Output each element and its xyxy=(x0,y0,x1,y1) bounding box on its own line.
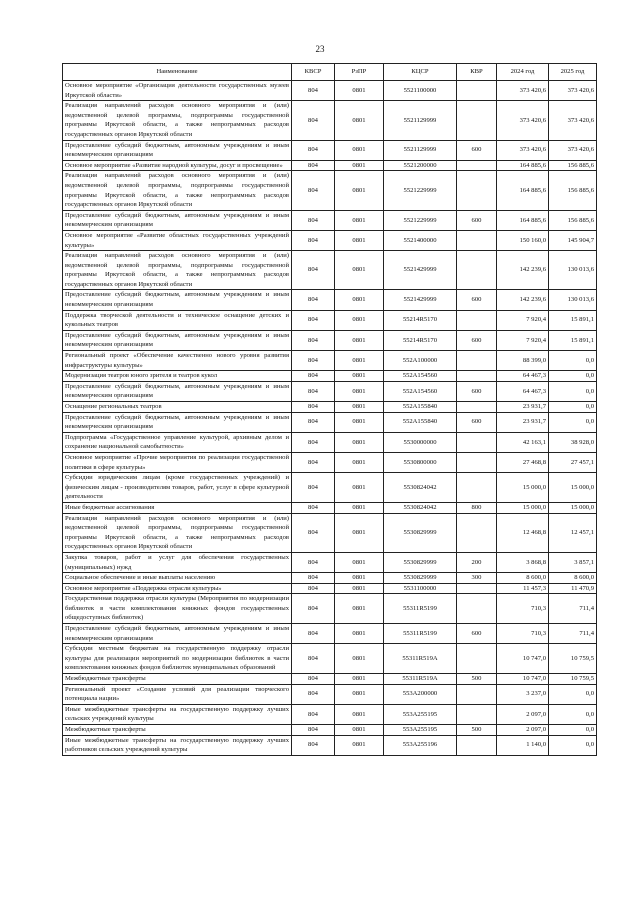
cell-2024: 3 868,8 xyxy=(497,552,549,572)
cell-rzpr: 0801 xyxy=(335,330,384,350)
cell-rzpr: 0801 xyxy=(335,552,384,572)
cell-kvsr: 804 xyxy=(292,432,335,452)
cell-kvsr: 804 xyxy=(292,371,335,382)
cell-2025: 156 885,6 xyxy=(549,210,597,230)
cell-2025: 145 904,7 xyxy=(549,230,597,250)
table-row xyxy=(63,351,597,371)
cell-2024: 3 237,0 xyxy=(497,684,549,704)
cell-kcsr: 55214R5170 xyxy=(384,310,457,330)
cell-2024: 1 140,0 xyxy=(497,735,549,755)
cell-kvsr: 804 xyxy=(292,381,335,401)
cell-2024: 8 600,0 xyxy=(497,573,549,584)
cell-kvr xyxy=(457,81,497,101)
cell-kvsr: 804 xyxy=(292,140,335,160)
header-kvr: КВР xyxy=(457,64,497,81)
table-row xyxy=(63,473,597,503)
cell-2024: 142 239,6 xyxy=(497,290,549,310)
cell-2025: 373 420,6 xyxy=(549,140,597,160)
budget-table xyxy=(62,63,597,756)
table-row xyxy=(63,310,597,330)
cell-2024: 373 420,6 xyxy=(497,81,549,101)
cell-2025: 156 885,6 xyxy=(549,171,597,210)
cell-2024: 2 097,0 xyxy=(497,704,549,724)
cell-rzpr: 0801 xyxy=(335,412,384,432)
cell-rzpr: 0801 xyxy=(335,101,384,140)
cell-rzpr: 0801 xyxy=(335,644,384,674)
cell-2024: 7 920,4 xyxy=(497,330,549,350)
cell-2025: 0,0 xyxy=(549,725,597,736)
cell-kvr: 600 xyxy=(457,624,497,644)
cell-kvr: 600 xyxy=(457,330,497,350)
cell-name: Региональный проект «Создание условий для реализации творческого потенциала нации» xyxy=(63,684,292,704)
cell-2025: 711,4 xyxy=(549,594,597,624)
cell-kcsr: 5521229999 xyxy=(384,171,457,210)
table-row xyxy=(63,381,597,401)
cell-2025: 15 000,0 xyxy=(549,502,597,513)
cell-rzpr: 0801 xyxy=(335,594,384,624)
table-row xyxy=(63,452,597,472)
header-2025: 2025 год xyxy=(549,64,597,81)
cell-kvr xyxy=(457,402,497,413)
cell-rzpr: 0801 xyxy=(335,513,384,552)
cell-2025: 15 891,1 xyxy=(549,330,597,350)
cell-name: Предоставление субсидий бюджетным, автономным учреждениям и иным некоммерческим организациям xyxy=(63,412,292,432)
cell-rzpr: 0801 xyxy=(335,684,384,704)
cell-kvsr: 804 xyxy=(292,583,335,594)
cell-kvsr: 804 xyxy=(292,251,335,290)
cell-2025: 711,4 xyxy=(549,624,597,644)
cell-name: Предоставление субсидий бюджетным, автономным учреждениям и иным некоммерческим организациям xyxy=(63,140,292,160)
cell-kvr xyxy=(457,351,497,371)
cell-kvr xyxy=(457,160,497,171)
cell-kvsr: 804 xyxy=(292,704,335,724)
cell-2025: 156 885,6 xyxy=(549,160,597,171)
cell-2025: 0,0 xyxy=(549,402,597,413)
cell-rzpr: 0801 xyxy=(335,432,384,452)
cell-2024: 710,3 xyxy=(497,624,549,644)
header-2024: 2024 год xyxy=(497,64,549,81)
cell-kvr: 500 xyxy=(457,674,497,685)
cell-name: Реализация направлений расходов основного мероприятия и (или) ведомственной целевой программы, подпрограммы государственной программы Иркутской области, а также непрограммных расходов государственных органов Иркутской области xyxy=(63,101,292,140)
cell-rzpr: 0801 xyxy=(335,81,384,101)
cell-rzpr: 0801 xyxy=(335,210,384,230)
table-row xyxy=(63,624,597,644)
cell-2024: 64 467,3 xyxy=(497,371,549,382)
cell-name: Предоставление субсидий бюджетным, автономным учреждениям и иным некоммерческим организациям xyxy=(63,290,292,310)
cell-rzpr: 0801 xyxy=(335,371,384,382)
cell-kvsr: 804 xyxy=(292,502,335,513)
cell-name: Основное мероприятие «Организация деятельности государственных музеев Иркутской области» xyxy=(63,81,292,101)
cell-kcsr: 5521429999 xyxy=(384,290,457,310)
cell-name: Межбюджетные трансферты xyxy=(63,674,292,685)
cell-rzpr: 0801 xyxy=(335,381,384,401)
cell-name: Закупка товаров, работ и услуг для обеспечения государственных (муниципальных) нужд xyxy=(63,552,292,572)
cell-kvr xyxy=(457,310,497,330)
cell-kcsr: 553A200000 xyxy=(384,684,457,704)
cell-name: Основное мероприятие «Прочие мероприятия по реализации государственной политики в сфере культуры» xyxy=(63,452,292,472)
cell-rzpr: 0801 xyxy=(335,502,384,513)
cell-2025: 11 470,9 xyxy=(549,583,597,594)
cell-rzpr: 0801 xyxy=(335,704,384,724)
table-row xyxy=(63,402,597,413)
cell-name: Оснащение региональных театров xyxy=(63,402,292,413)
cell-2024: 373 420,6 xyxy=(497,101,549,140)
cell-rzpr: 0801 xyxy=(335,583,384,594)
cell-rzpr: 0801 xyxy=(335,140,384,160)
table-row xyxy=(63,81,597,101)
cell-rzpr: 0801 xyxy=(335,735,384,755)
cell-name: Реализация направлений расходов основного мероприятия и (или) ведомственной целевой программы, подпрограммы государственной программы Иркутской области, а также непрограммных расходов государственных органов Иркутской области xyxy=(63,251,292,290)
cell-kvr: 600 xyxy=(457,140,497,160)
cell-2024: 42 163,1 xyxy=(497,432,549,452)
table-row xyxy=(63,160,597,171)
cell-2025: 0,0 xyxy=(549,381,597,401)
table-row xyxy=(63,552,597,572)
cell-kcsr: 5530824042 xyxy=(384,473,457,503)
cell-name: Субсидии юридическим лицам (кроме государственных учреждений) и физическим лицам - производителям товаров, работ, услуг в сфере культурной деятельности xyxy=(63,473,292,503)
cell-kcsr: 5530829999 xyxy=(384,513,457,552)
cell-name: Региональный проект «Обеспечение качественно нового уровня развития инфраструктуры культуры» xyxy=(63,351,292,371)
cell-kvsr: 804 xyxy=(292,452,335,472)
cell-kcsr: 55214R5170 xyxy=(384,330,457,350)
cell-kvr: 800 xyxy=(457,502,497,513)
cell-2025: 0,0 xyxy=(549,684,597,704)
cell-kvr xyxy=(457,230,497,250)
cell-rzpr: 0801 xyxy=(335,351,384,371)
cell-2025: 15 000,0 xyxy=(549,473,597,503)
cell-kcsr: 552A155840 xyxy=(384,412,457,432)
cell-2025: 12 457,1 xyxy=(549,513,597,552)
cell-2024: 15 000,0 xyxy=(497,473,549,503)
cell-kvsr: 804 xyxy=(292,330,335,350)
table-row xyxy=(63,573,597,584)
cell-kvr: 600 xyxy=(457,290,497,310)
cell-2024: 164 885,6 xyxy=(497,171,549,210)
cell-kcsr: 5530824042 xyxy=(384,502,457,513)
cell-2024: 23 931,7 xyxy=(497,402,549,413)
cell-rzpr: 0801 xyxy=(335,473,384,503)
cell-kcsr: 553A255195 xyxy=(384,704,457,724)
cell-2025: 10 759,5 xyxy=(549,644,597,674)
cell-kvsr: 804 xyxy=(292,594,335,624)
cell-kvsr: 804 xyxy=(292,725,335,736)
table-row xyxy=(63,251,597,290)
header-rzpr: РзПР xyxy=(335,64,384,81)
cell-name: Подпрограмма «Государственное управление культурой, архивным делом и сохранение национальной самобытности» xyxy=(63,432,292,452)
header-name: Наименование xyxy=(63,64,292,81)
cell-name: Государственная поддержка отрасли культуры (Мероприятия по модернизации библиотек в части комплектования книжных фондов государственных общедоступных библиотек) xyxy=(63,594,292,624)
cell-2024: 64 467,3 xyxy=(497,381,549,401)
cell-name: Иные межбюджетные трансферты на государственную поддержку лучших работников сельских учреждений культуры xyxy=(63,735,292,755)
table-row xyxy=(63,171,597,210)
cell-rzpr: 0801 xyxy=(335,624,384,644)
cell-kcsr: 5521400000 xyxy=(384,230,457,250)
cell-kvr xyxy=(457,101,497,140)
cell-kvsr: 804 xyxy=(292,81,335,101)
cell-name: Субсидии местным бюджетам на государственную поддержку отрасли культуры для реализации мероприятий по модернизации библиотек в части комплектования книжных фондов библиотек муниципальных образований xyxy=(63,644,292,674)
cell-kvr: 600 xyxy=(457,381,497,401)
table-row xyxy=(63,583,597,594)
cell-kvsr: 804 xyxy=(292,684,335,704)
cell-kvsr: 804 xyxy=(292,513,335,552)
cell-2025: 27 457,1 xyxy=(549,452,597,472)
cell-2025: 130 013,6 xyxy=(549,251,597,290)
cell-kvsr: 804 xyxy=(292,160,335,171)
cell-name: Предоставление субсидий бюджетным, автономным учреждениям и иным некоммерческим организациям xyxy=(63,624,292,644)
cell-kcsr: 55311R519A xyxy=(384,644,457,674)
cell-kcsr: 5530829999 xyxy=(384,573,457,584)
page-number: 23 xyxy=(315,44,325,54)
cell-kcsr: 5531100000 xyxy=(384,583,457,594)
table-row xyxy=(63,230,597,250)
cell-kvsr: 804 xyxy=(292,101,335,140)
cell-kcsr: 5521229999 xyxy=(384,210,457,230)
cell-2024: 150 160,0 xyxy=(497,230,549,250)
cell-2025: 0,0 xyxy=(549,735,597,755)
cell-2024: 710,3 xyxy=(497,594,549,624)
header-kvsr: КВСР xyxy=(292,64,335,81)
cell-kvr xyxy=(457,594,497,624)
cell-kvr: 600 xyxy=(457,210,497,230)
cell-name: Иные межбюджетные трансферты на государственную поддержку лучших сельских учреждений культуры xyxy=(63,704,292,724)
cell-kvsr: 804 xyxy=(292,644,335,674)
cell-rzpr: 0801 xyxy=(335,402,384,413)
cell-kvsr: 804 xyxy=(292,230,335,250)
cell-2025: 0,0 xyxy=(549,371,597,382)
cell-kvr xyxy=(457,704,497,724)
cell-name: Предоставление субсидий бюджетным, автономным учреждениям и иным некоммерческим организациям xyxy=(63,210,292,230)
cell-2024: 11 457,3 xyxy=(497,583,549,594)
cell-rzpr: 0801 xyxy=(335,290,384,310)
cell-name: Основное мероприятие «Поддержка отрасли культуры» xyxy=(63,583,292,594)
cell-kvsr: 804 xyxy=(292,674,335,685)
cell-2024: 10 747,0 xyxy=(497,674,549,685)
cell-name: Предоставление субсидий бюджетным, автономным учреждениям и иным некоммерческим организациям xyxy=(63,330,292,350)
cell-kvr: 300 xyxy=(457,573,497,584)
cell-rzpr: 0801 xyxy=(335,725,384,736)
cell-kvsr: 804 xyxy=(292,473,335,503)
cell-kvr xyxy=(457,735,497,755)
table-row xyxy=(63,594,597,624)
cell-kcsr: 5530800000 xyxy=(384,452,457,472)
cell-kcsr: 552A155840 xyxy=(384,402,457,413)
cell-kcsr: 5521200000 xyxy=(384,160,457,171)
cell-kcsr: 552A154560 xyxy=(384,381,457,401)
cell-kcsr: 553A255195 xyxy=(384,725,457,736)
cell-2025: 38 928,0 xyxy=(549,432,597,452)
cell-2025: 0,0 xyxy=(549,704,597,724)
cell-2025: 8 600,0 xyxy=(549,573,597,584)
cell-2024: 23 931,7 xyxy=(497,412,549,432)
cell-name: Иные бюджетные ассигнования xyxy=(63,502,292,513)
cell-kvr xyxy=(457,583,497,594)
cell-kvr xyxy=(457,371,497,382)
table-row xyxy=(63,412,597,432)
cell-kcsr: 552A100000 xyxy=(384,351,457,371)
cell-2025: 130 013,6 xyxy=(549,290,597,310)
cell-kvsr: 804 xyxy=(292,290,335,310)
cell-kvsr: 804 xyxy=(292,210,335,230)
cell-kvr xyxy=(457,432,497,452)
cell-kcsr: 5521429999 xyxy=(384,251,457,290)
table-row xyxy=(63,704,597,724)
cell-2024: 12 468,8 xyxy=(497,513,549,552)
table-row xyxy=(63,290,597,310)
cell-2024: 7 920,4 xyxy=(497,310,549,330)
table-row xyxy=(63,725,597,736)
cell-2024: 27 468,8 xyxy=(497,452,549,472)
table-row xyxy=(63,140,597,160)
cell-rzpr: 0801 xyxy=(335,674,384,685)
cell-kvr xyxy=(457,684,497,704)
cell-2024: 2 097,0 xyxy=(497,725,549,736)
cell-kvsr: 804 xyxy=(292,735,335,755)
cell-name: Основное мероприятие «Развитие народной культуры, досуг и просвещение» xyxy=(63,160,292,171)
cell-kcsr: 5530829999 xyxy=(384,552,457,572)
cell-name: Социальное обеспечение и иные выплаты населению xyxy=(63,573,292,584)
cell-rzpr: 0801 xyxy=(335,452,384,472)
cell-kcsr: 55311R519A xyxy=(384,674,457,685)
cell-kvsr: 804 xyxy=(292,624,335,644)
cell-kvr xyxy=(457,171,497,210)
cell-kcsr: 5521129999 xyxy=(384,140,457,160)
table-row xyxy=(63,101,597,140)
cell-2024: 164 885,6 xyxy=(497,210,549,230)
cell-2025: 0,0 xyxy=(549,412,597,432)
cell-2024: 164 885,6 xyxy=(497,160,549,171)
cell-2025: 373 420,6 xyxy=(549,81,597,101)
cell-2024: 15 000,0 xyxy=(497,502,549,513)
table-row xyxy=(63,674,597,685)
cell-2024: 142 239,6 xyxy=(497,251,549,290)
cell-kcsr: 5521129999 xyxy=(384,101,457,140)
cell-kcsr: 552A154560 xyxy=(384,371,457,382)
table-row xyxy=(63,644,597,674)
cell-name: Реализация направлений расходов основного мероприятия и (или) ведомственной целевой программы, подпрограммы государственной программы Иркутской области, а также непрограммных расходов государственных органов Иркутской области xyxy=(63,513,292,552)
cell-name: Предоставление субсидий бюджетным, автономным учреждениям и иным некоммерческим организациям xyxy=(63,381,292,401)
cell-rzpr: 0801 xyxy=(335,171,384,210)
cell-rzpr: 0801 xyxy=(335,251,384,290)
cell-2024: 10 747,0 xyxy=(497,644,549,674)
cell-name: Основное мероприятие «Развитие областных государственных учреждений культуры» xyxy=(63,230,292,250)
cell-kvsr: 804 xyxy=(292,351,335,371)
table-row xyxy=(63,432,597,452)
cell-rzpr: 0801 xyxy=(335,160,384,171)
cell-name: Поддержка творческой деятельности и техническое оснащение детских и кукольных театров xyxy=(63,310,292,330)
cell-kvsr: 804 xyxy=(292,310,335,330)
cell-kvsr: 804 xyxy=(292,402,335,413)
cell-kvsr: 804 xyxy=(292,171,335,210)
table-row xyxy=(63,210,597,230)
cell-kvr xyxy=(457,251,497,290)
cell-2025: 10 759,5 xyxy=(549,674,597,685)
cell-kcsr: 55311R5199 xyxy=(384,594,457,624)
cell-name: Модернизация театров юного зрителя и театров кукол xyxy=(63,371,292,382)
table-row xyxy=(63,513,597,552)
cell-kvr: 500 xyxy=(457,725,497,736)
table-row xyxy=(63,330,597,350)
cell-kvsr: 804 xyxy=(292,573,335,584)
cell-kcsr: 553A255196 xyxy=(384,735,457,755)
cell-kvsr: 804 xyxy=(292,412,335,432)
cell-name: Межбюджетные трансферты xyxy=(63,725,292,736)
cell-rzpr: 0801 xyxy=(335,230,384,250)
cell-kvr: 200 xyxy=(457,552,497,572)
cell-name: Реализация направлений расходов основного мероприятия и (или) ведомственной целевой программы, подпрограммы государственной программы Иркутской области, а также непрограммных расходов государственных органов Иркутской области xyxy=(63,171,292,210)
cell-kcsr: 55311R5199 xyxy=(384,624,457,644)
cell-2025: 0,0 xyxy=(549,351,597,371)
cell-kvr xyxy=(457,644,497,674)
table-header-row xyxy=(63,64,597,81)
table-row xyxy=(63,502,597,513)
cell-kvsr: 804 xyxy=(292,552,335,572)
header-kcsr: КЦСР xyxy=(384,64,457,81)
cell-kcsr: 5521100000 xyxy=(384,81,457,101)
cell-kvr xyxy=(457,473,497,503)
cell-rzpr: 0801 xyxy=(335,310,384,330)
table-body xyxy=(63,81,597,756)
cell-2025: 373 420,6 xyxy=(549,101,597,140)
cell-kvr xyxy=(457,513,497,552)
cell-2024: 373 420,6 xyxy=(497,140,549,160)
cell-rzpr: 0801 xyxy=(335,573,384,584)
cell-kvr xyxy=(457,452,497,472)
cell-2025: 3 857,1 xyxy=(549,552,597,572)
cell-kvr: 600 xyxy=(457,412,497,432)
table-row xyxy=(63,735,597,755)
cell-kcsr: 5530000000 xyxy=(384,432,457,452)
table-row xyxy=(63,371,597,382)
cell-2024: 88 399,0 xyxy=(497,351,549,371)
cell-2025: 15 891,1 xyxy=(549,310,597,330)
table-row xyxy=(63,684,597,704)
